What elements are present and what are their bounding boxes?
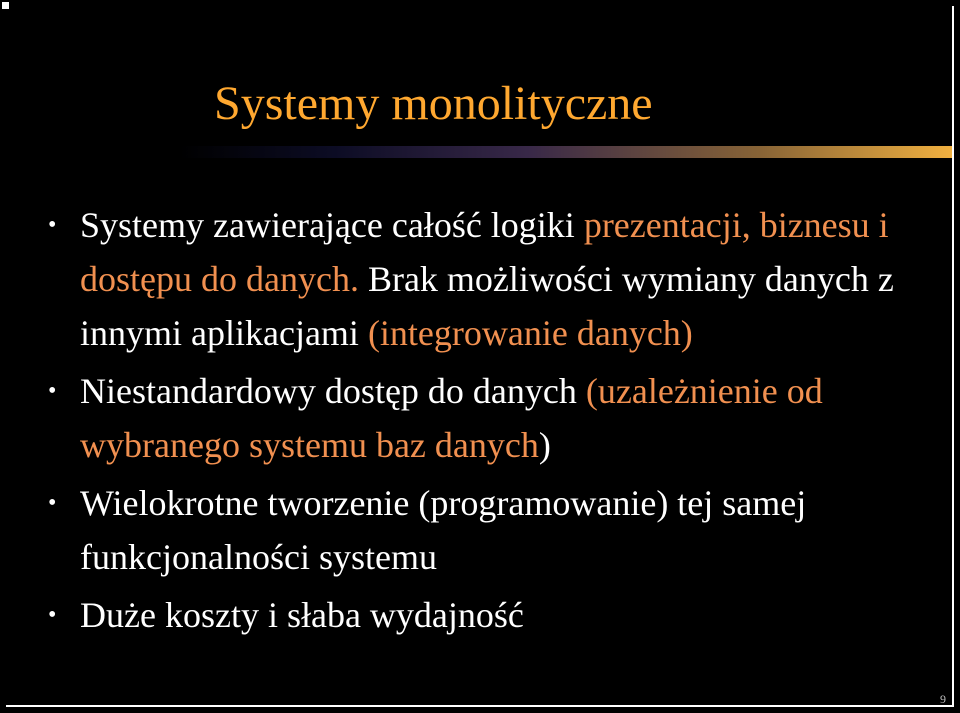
bullet-1-accent-a: prezentacji, biznesu i dostępu do danych. <box>80 205 889 299</box>
bullet-2-text-b: ) <box>538 425 551 465</box>
corner-mark <box>2 2 9 9</box>
bullet-3-text: Wielokrotne tworzenie (programowanie) tej samej funkcjonalności systemu <box>80 483 807 577</box>
bullet-item-2 <box>44 364 924 472</box>
bullet-2-accent: (uzależnienie od wybranego systemu baz danych <box>80 371 823 465</box>
bullet-dot-icon: • <box>48 212 57 238</box>
bullet-2-text-a: Niestandardowy dostęp do danych <box>80 371 586 411</box>
bullet-1-text-b: Brak możliwości wymiany danych z innymi aplikacjami <box>80 259 894 353</box>
bullet-list <box>44 198 924 646</box>
slide-title: Systemy monolityczne <box>214 77 653 130</box>
bullet-item-3 <box>44 476 924 584</box>
bullet-item-1 <box>44 198 924 360</box>
bullet-1-text-a: Systemy zawierające całość logiki <box>80 205 584 245</box>
bullet-dot-icon: • <box>48 602 57 628</box>
bullet-dot-icon: • <box>48 490 57 516</box>
bullet-1-accent-b: (integrowanie danych) <box>367 313 693 353</box>
bullet-dot-icon: • <box>48 378 57 404</box>
bullet-4-text: Duże koszty i słaba wydajność <box>80 595 524 635</box>
bullet-item-4 <box>44 588 924 642</box>
page-number: 9 <box>940 692 946 706</box>
title-underline-bar <box>180 146 952 158</box>
